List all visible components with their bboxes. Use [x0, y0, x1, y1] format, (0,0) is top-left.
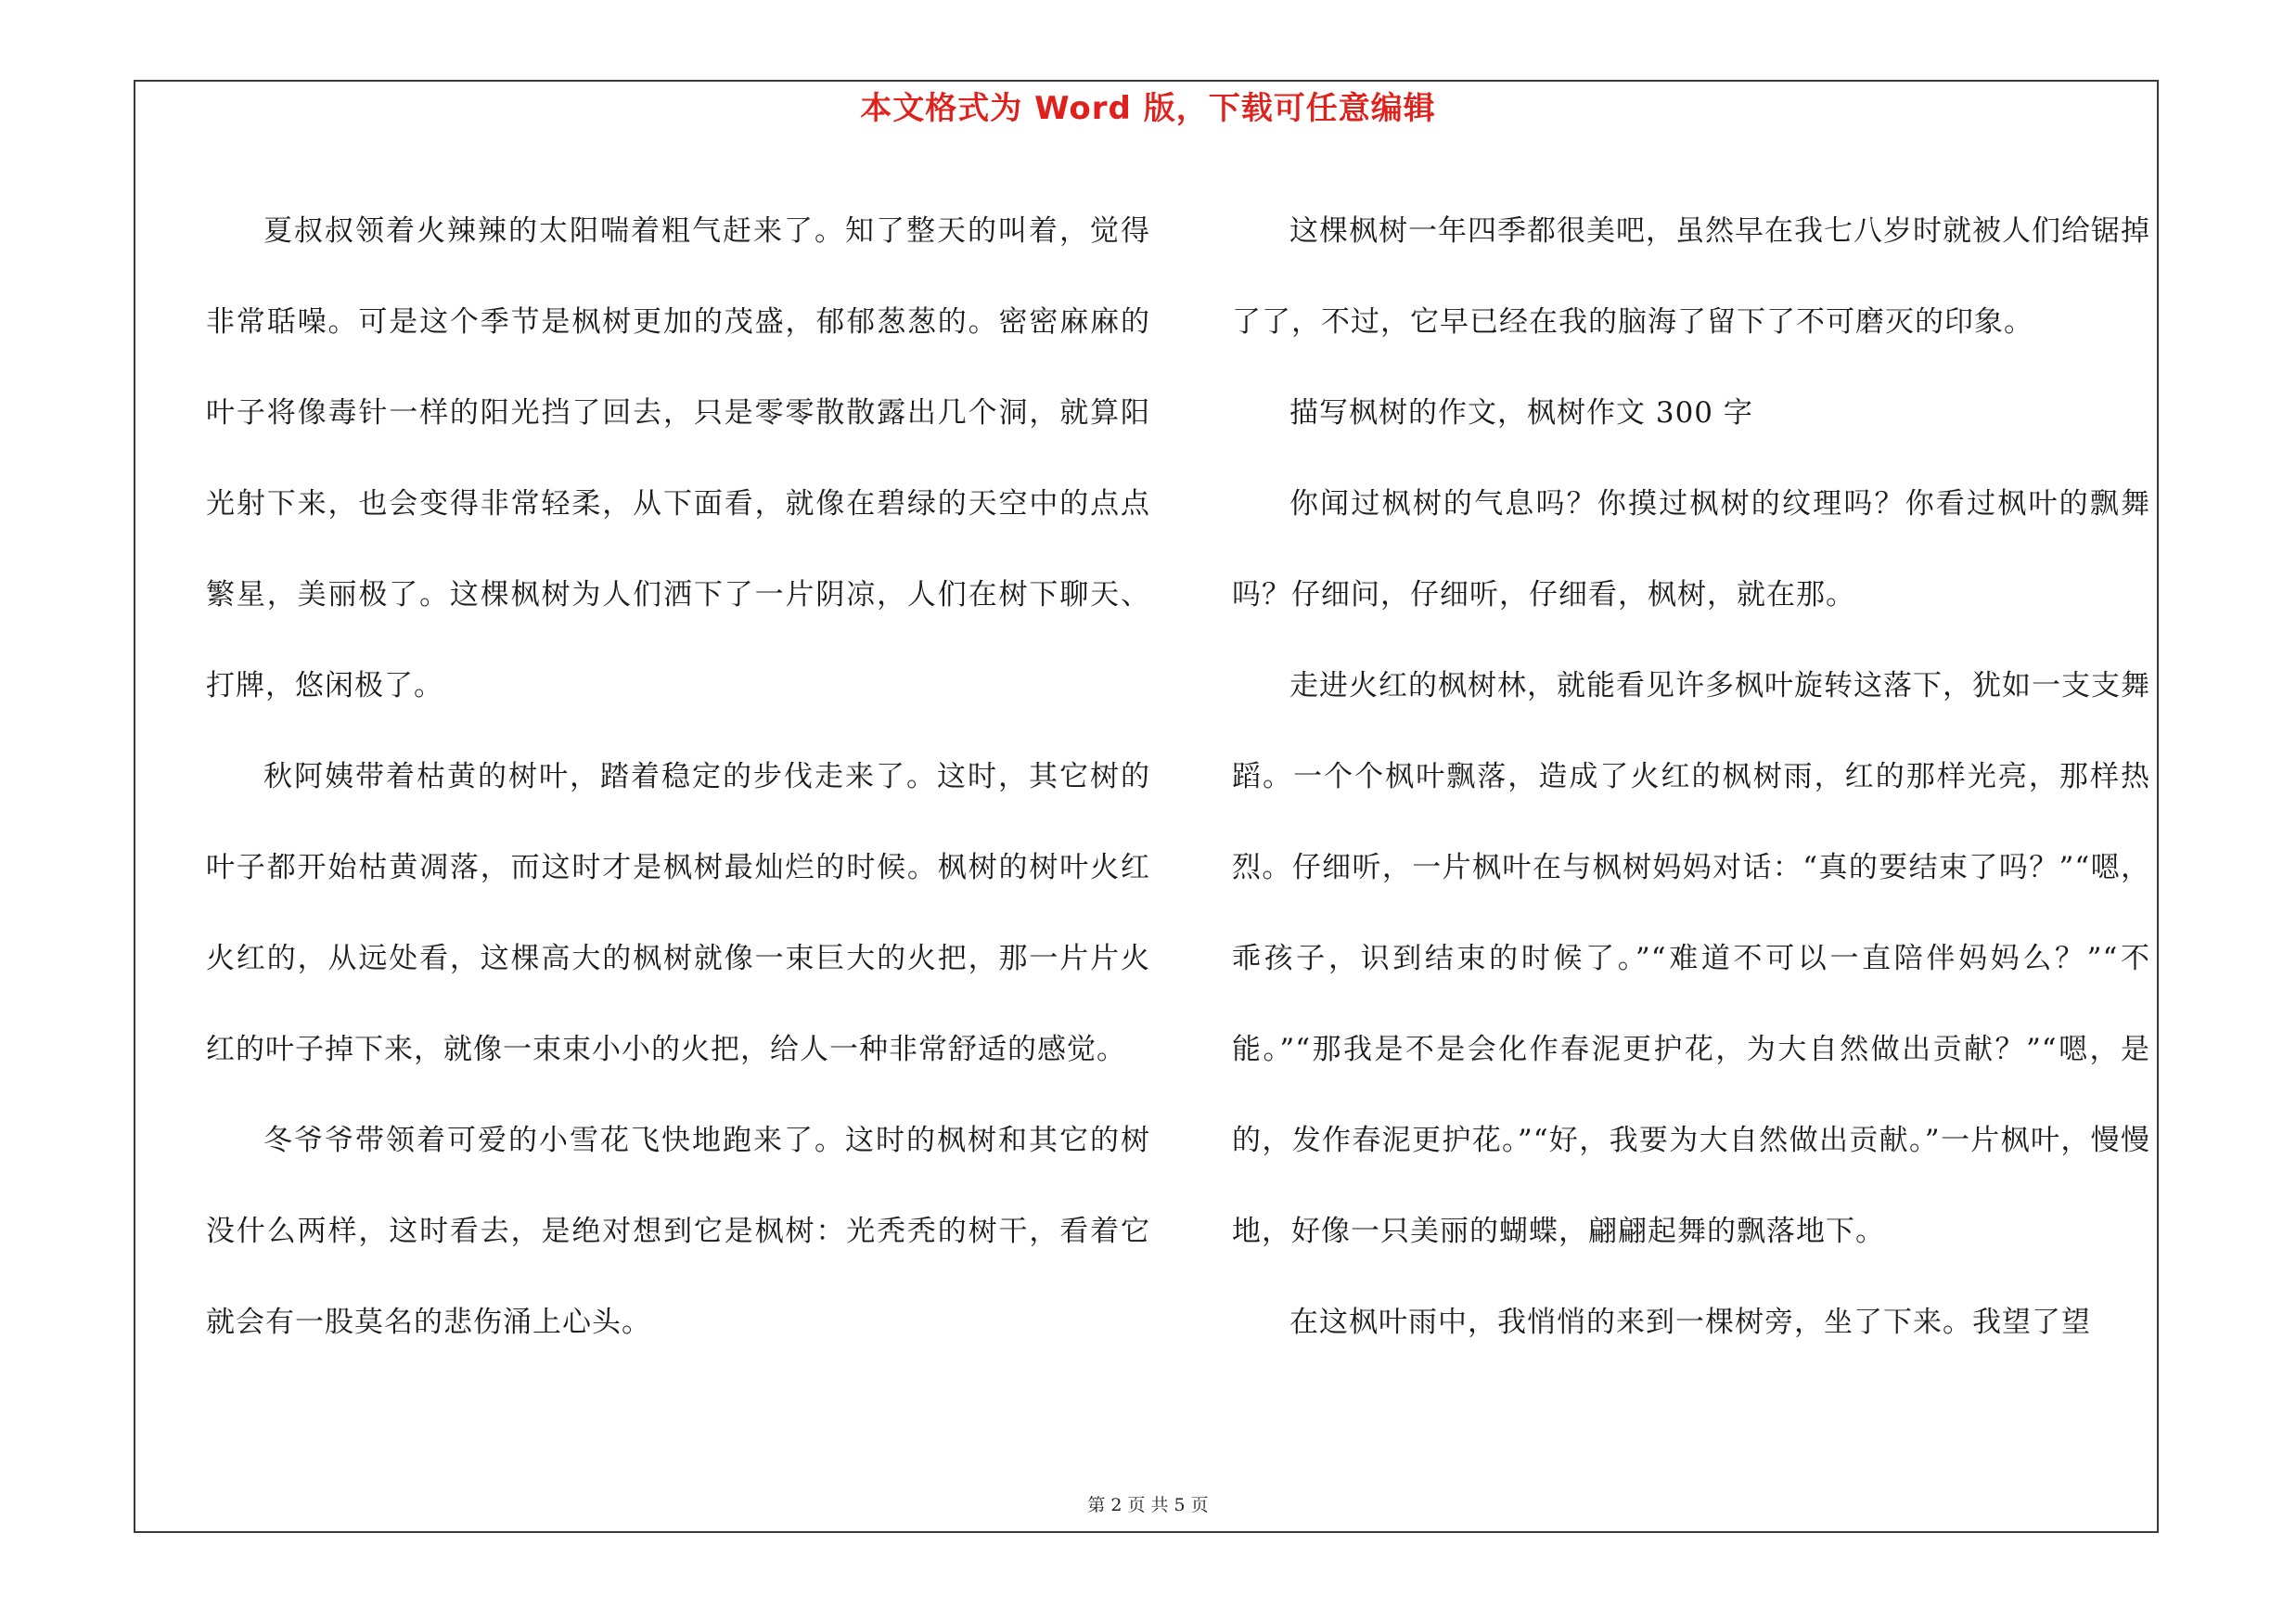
paragraph: 秋阿姨带着枯黄的树叶，踏着稳定的步伐走来了。这时，其它树的叶子都开始枯黄凋落，而这时才是枫树最灿烂的时候。枫树的树叶火红火红的，从远处看，这棵高大的枫树就像一束巨大的火把，那一片片火红的叶子掉下来，就像一束束小小的火把，给人一种非常舒适的感觉。: [206, 760, 1150, 1066]
paragraph: 在这枫叶雨中，我悄悄的来到一棵树旁，坐了下来。我望了望: [1289, 1306, 2091, 1339]
page-number-footer: 第 2 页 共 5 页: [1087, 1495, 1209, 1515]
paragraph: 这棵枫树一年四季都很美吧，虽然早在我七八岁时就被人们给锯掉了了，不过，它早已经在我的脑海了留下了不可磨灭的印象。: [1232, 214, 2150, 339]
paragraph: 走进火红的枫树林，就能看见许多枫叶旋转这落下，犹如一支支舞蹈。一个个枫叶飘落，造成了火红的枫树雨，红的那样光亮，那样热烈。仔细听，一片枫叶在与枫树妈妈对话：“真的要结束了吗？”“嗯，乖孩子，识到结束的时候了。”“难道不可以一直陪伴妈妈么？”“不能。”“那我是不是会化作春泥更护花，为大自然做出贡献？”“嗯，是的，发作春泥更护花。”“好，我要为大自然做出贡献。”一片枫叶，慢慢地，好像一只美丽的蝴蝶，翩翩起舞的飘落地下。: [1232, 669, 2150, 1248]
paragraph: 你闻过枫树的气息吗？你摸过枫树的纹理吗？你看过枫叶的飘舞吗？仔细问，仔细听，仔细看，枫树，就在那。: [1232, 487, 2150, 612]
right-column: [1232, 186, 2150, 1368]
format-banner: 本文格式为 Word 版，下载可任意编辑: [860, 90, 1436, 127]
section-heading: 描写枫树的作文，枫树作文 300 字: [1289, 396, 1753, 430]
paragraph: 冬爷爷带领着可爱的小雪花飞快地跑来了。这时的枫树和其它的树没什么两样，这时看去，是绝对想到它是枫树：光秃秃的树干，看着它就会有一股莫名的悲伤涌上心头。: [206, 1124, 1150, 1339]
paragraph: 夏叔叔领着火辣辣的太阳喘着粗气赶来了。知了整天的叫着，觉得非常聒噪。可是这个季节是枫树更加的茂盛，郁郁葱葱的。密密麻麻的叶子将像毒针一样的阳光挡了回去，只是零零散散露出几个洞，就算阳光射下来，也会变得非常轻柔，从下面看，就像在碧绿的天空中的点点繁星，美丽极了。这棵枫树为人们洒下了一片阴凉，人们在树下聊天、打牌，悠闲极了。: [206, 214, 1150, 702]
left-column: [206, 186, 1150, 1368]
